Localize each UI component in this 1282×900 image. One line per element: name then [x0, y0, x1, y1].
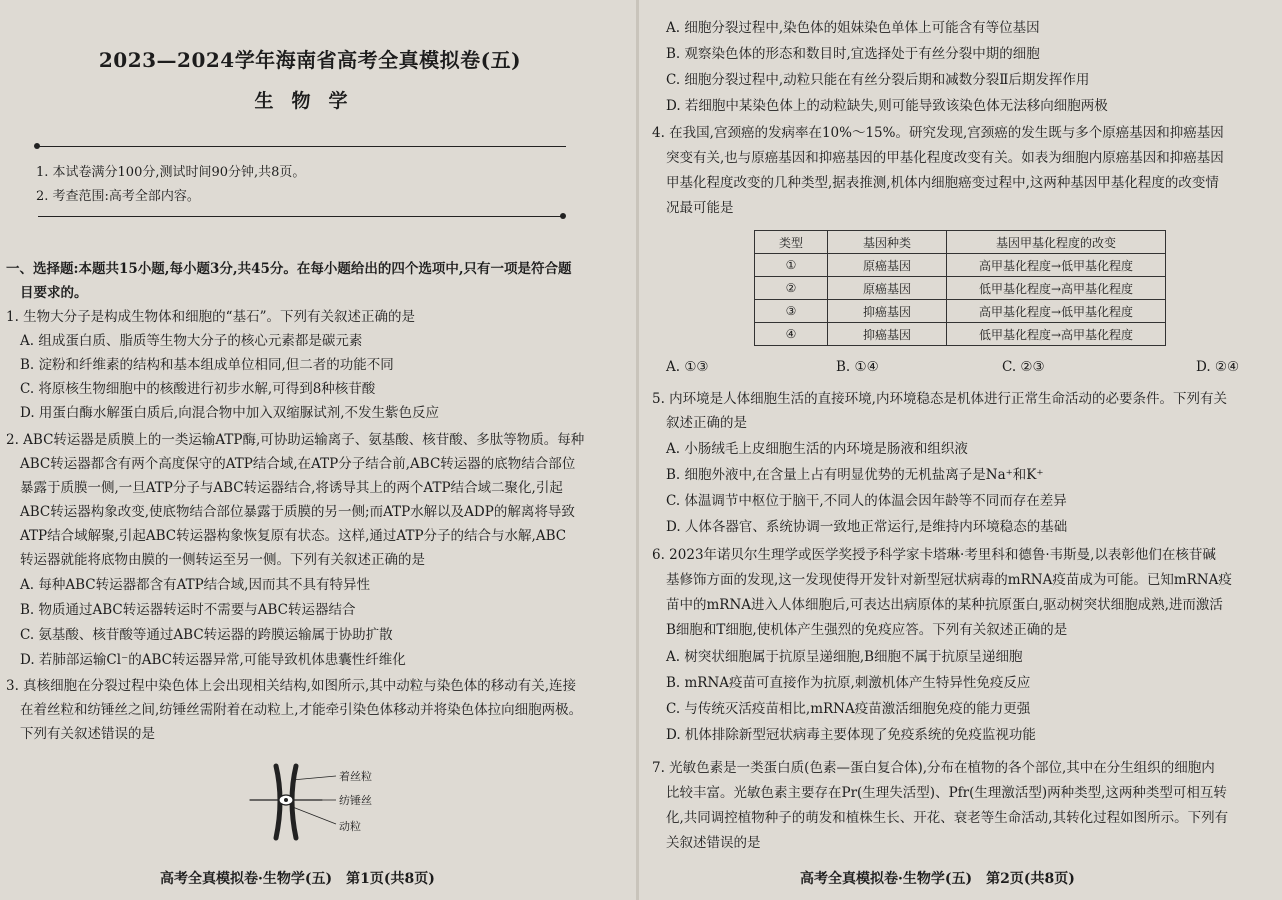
q1-option-a: A. 组成蛋白质、脂质等生物大分子的核心元素都是碳元素 — [20, 333, 363, 349]
section-heading-cont: 目要求的。 — [20, 285, 88, 301]
page-footer-1: 高考全真模拟卷·生物学(五) 第1页(共8页) — [160, 871, 435, 887]
q7-stem-line: 关叙述错误的是 — [666, 835, 761, 851]
q6-option-d: D. 机体排除新型冠状病毒主要体现了免疫系统的免疫监视功能 — [666, 727, 1036, 743]
q3-option-b: B. 观察染色体的形态和数目时,宜选择处于有丝分裂中期的细胞 — [666, 46, 1040, 62]
q4-stem-line: 况最可能是 — [666, 200, 734, 216]
table-header: 基因甲基化程度的改变 — [947, 231, 1166, 254]
q6-option-c: C. 与传统灭活疫苗相比,mRNA疫苗激活细胞免疫的能力更强 — [666, 701, 1031, 717]
table-cell: 低甲基化程度→高甲基化程度 — [947, 323, 1166, 346]
bottom-rule — [38, 216, 562, 217]
table-header-row — [755, 231, 1166, 254]
q7-stem-line: 化,共同调控植物种子的萌发和植株生长、开花、衰老等生命活动,其转化过程如图所示。下列有 — [666, 810, 1229, 826]
q3-option-c: C. 细胞分裂过程中,动粒只能在有丝分裂后期和减数分裂Ⅱ后期发挥作用 — [666, 72, 1090, 88]
table-row — [755, 254, 1166, 277]
q3-stem: 3. 真核细胞在分裂过程中染色体上会出现相关结构,如图所示,其中动粒与染色体的移动有关,连接 — [6, 678, 577, 694]
table-cell: 抑癌基因 — [828, 323, 947, 346]
q3-option-a: A. 细胞分裂过程中,染色体的姐妹染色单体上可能含有等位基因 — [666, 20, 1040, 36]
table-cell: 原癌基因 — [828, 254, 947, 277]
figure-label-centromere: 着丝粒 — [339, 770, 372, 783]
q1-option-c: C. 将原核生物细胞中的核酸进行初步水解,可得到8种核苷酸 — [20, 381, 376, 397]
exam-title: 2023—2024学年海南省高考全真模拟卷(五) — [98, 48, 522, 72]
table-cell: ② — [755, 277, 828, 300]
table-cell: 抑癌基因 — [828, 300, 947, 323]
q6-stem-line: B细胞和T细胞,使机体产生强烈的免疫应答。下列有关叙述正确的是 — [666, 622, 1068, 638]
note-1: 1. 本试卷满分100分,测试时间90分钟,共8页。 — [36, 165, 306, 180]
q2-option-d: D. 若肺部运输Cl⁻的ABC转运器异常,可能导致机体患囊性纤维化 — [20, 652, 406, 668]
q1-stem: 1. 生物大分子是构成生物体和细胞的“基石”。下列有关叙述正确的是 — [6, 309, 415, 325]
subject-title: 生物学 — [254, 90, 366, 112]
page-footer-2: 高考全真模拟卷·生物学(五) 第2页(共8页) — [800, 871, 1075, 887]
q3-stem-line: 下列有关叙述错误的是 — [20, 726, 155, 742]
q2-stem-line: 暴露于质膜一侧,一旦ATP分子与ABC转运器结合,将诱导其上的两个ATP结合域二聚化,引起 — [20, 480, 563, 496]
q4-option-c: C. ②③ — [1002, 359, 1045, 375]
q6-stem-line: 苗中的mRNA进入人体细胞后,可表达出病原体的某种抗原蛋白,驱动树突状细胞成熟,进而激活 — [666, 597, 1223, 613]
q2-stem-line: ATP结合域解聚,引起ABC转运器构象恢复原有状态。这样,通过ATP分子的结合与水解,ABC — [20, 528, 567, 544]
q5-option-b: B. 细胞外液中,在含量上占有明显优势的无机盐离子是Na⁺和K⁺ — [666, 467, 1044, 483]
q2-stem-line: ABC转运器构象改变,使底物结合部位暴露于质膜的另一侧;而ATP水解以及ADP的解离将导致 — [20, 504, 575, 520]
section-heading: 一、选择题:本题共15小题,每小题3分,共45分。在每小题给出的四个选项中,只有一项是符合题 — [6, 261, 572, 277]
q5-stem: 5. 内环境是人体细胞生活的直接环境,内环境稳态是机体进行正常生命活动的必要条件。下列有关 — [652, 391, 1227, 407]
q4-option-d: D. ②④ — [1196, 359, 1240, 375]
q4-stem: 4. 在我国,宫颈癌的发病率在10%～15%。研究发现,宫颈癌的发生既与多个原癌基因和抑癌基因 — [652, 125, 1224, 141]
table-header: 类型 — [755, 231, 828, 254]
q6-stem: 6. 2023年诺贝尔生理学或医学奖授予科学家卡塔琳·考里科和德鲁·韦斯曼,以表彰他们在核苷碱 — [652, 547, 1216, 563]
q2-stem-line: ABC转运器都含有两个高度保守的ATP结合域,在ATP分子结合前,ABC转运器的底物结合部位 — [20, 456, 576, 472]
figure-label-kinetochore: 动粒 — [339, 820, 361, 833]
q2-option-a: A. 每种ABC转运器都含有ATP结合域,因而其不具有特异性 — [20, 577, 370, 593]
table-row — [755, 277, 1166, 300]
page-1 — [0, 0, 640, 900]
q1-option-d: D. 用蛋白酶水解蛋白质后,向混合物中加入双缩脲试剂,不发生紫色反应 — [20, 405, 440, 421]
q3-stem-line: 在着丝粒和纺锤丝之间,纺锤丝需附着在动粒上,才能牵引染色体移动并将染色体拉向细胞两极。 — [20, 702, 583, 718]
q4-option-a: A. ①③ — [666, 359, 709, 375]
table-row — [755, 300, 1166, 323]
q7-stem-line: 比较丰富。光敏色素主要存在Pr(生理失活型)、Pfr(生理激活型)两种类型,这两种类型可相互转 — [666, 785, 1227, 801]
note-2: 2. 考查范围:高考全部内容。 — [36, 189, 200, 204]
table-cell: 高甲基化程度→低甲基化程度 — [947, 254, 1166, 277]
q5-option-d: D. 人体各器官、系统协调一致地正常运行,是维持内环境稳态的基础 — [666, 519, 1068, 535]
q6-option-b: B. mRNA疫苗可直接作为抗原,刺激机体产生特异性免疫反应 — [666, 675, 1031, 691]
q2-option-b: B. 物质通过ABC转运器转运时不需要与ABC转运器结合 — [20, 602, 356, 618]
methylation-table — [754, 230, 1166, 346]
table-cell: ③ — [755, 300, 828, 323]
q2-option-c: C. 氨基酸、核苷酸等通过ABC转运器的跨膜运输属于协助扩散 — [20, 627, 393, 643]
q6-option-a: A. 树突状细胞属于抗原呈递细胞,B细胞不属于抗原呈递细胞 — [666, 649, 1023, 665]
top-rule — [38, 146, 566, 147]
q5-option-c: C. 体温调节中枢位于脑干,不同人的体温会因年龄等不同而存在差异 — [666, 493, 1067, 509]
q5-stem-line: 叙述正确的是 — [666, 415, 747, 431]
q7-stem: 7. 光敏色素是一类蛋白质(色素—蛋白复合体),分布在植物的各个部位,其中在分生组织的细胞内 — [652, 760, 1215, 776]
table-cell: ④ — [755, 323, 828, 346]
exam-notes — [36, 161, 305, 209]
chromosome-diagram — [240, 762, 400, 842]
table-cell: 原癌基因 — [828, 277, 947, 300]
q4-option-b: B. ①④ — [836, 359, 879, 375]
table-cell: ① — [755, 254, 828, 277]
page-2 — [640, 0, 1282, 900]
table-cell: 低甲基化程度→高甲基化程度 — [947, 277, 1166, 300]
q4-stem-line: 甲基化程度改变的几种类型,据表推测,机体内细胞癌变过程中,这两种基因甲基化程度的改变情 — [666, 175, 1219, 191]
q4-stem-line: 突变有关,也与原癌基因和抑癌基因的甲基化程度改变有关。如表为细胞内原癌基因和抑癌基因 — [666, 150, 1224, 166]
page-gutter — [636, 0, 639, 900]
table-header: 基因种类 — [828, 231, 947, 254]
chromosome-figure — [240, 762, 400, 842]
q5-option-a: A. 小肠绒毛上皮细胞生活的内环境是肠液和组织液 — [666, 441, 968, 457]
table-cell: 高甲基化程度→低甲基化程度 — [947, 300, 1166, 323]
rule-dot-right — [560, 213, 566, 219]
q6-stem-line: 基修饰方面的发现,这一发现使得开发针对新型冠状病毒的mRNA疫苗成为可能。已知mRNA疫 — [666, 572, 1232, 588]
q1-option-b: B. 淀粉和纤维素的结构和基本组成单位相同,但二者的功能不同 — [20, 357, 394, 373]
table-row — [755, 323, 1166, 346]
q2-stem: 2. ABC转运器是质膜上的一类运输ATP酶,可协助运输离子、氨基酸、核苷酸、多肽等物质。每种 — [6, 432, 585, 448]
q3-option-d: D. 若细胞中某染色体上的动粒缺失,则可能导致该染色体无法移向细胞两极 — [666, 98, 1108, 114]
q2-stem-line: 转运器就能将底物由膜的一侧转运至另一侧。下列有关叙述正确的是 — [20, 552, 425, 568]
figure-label-spindle: 纺锤丝 — [339, 794, 372, 807]
